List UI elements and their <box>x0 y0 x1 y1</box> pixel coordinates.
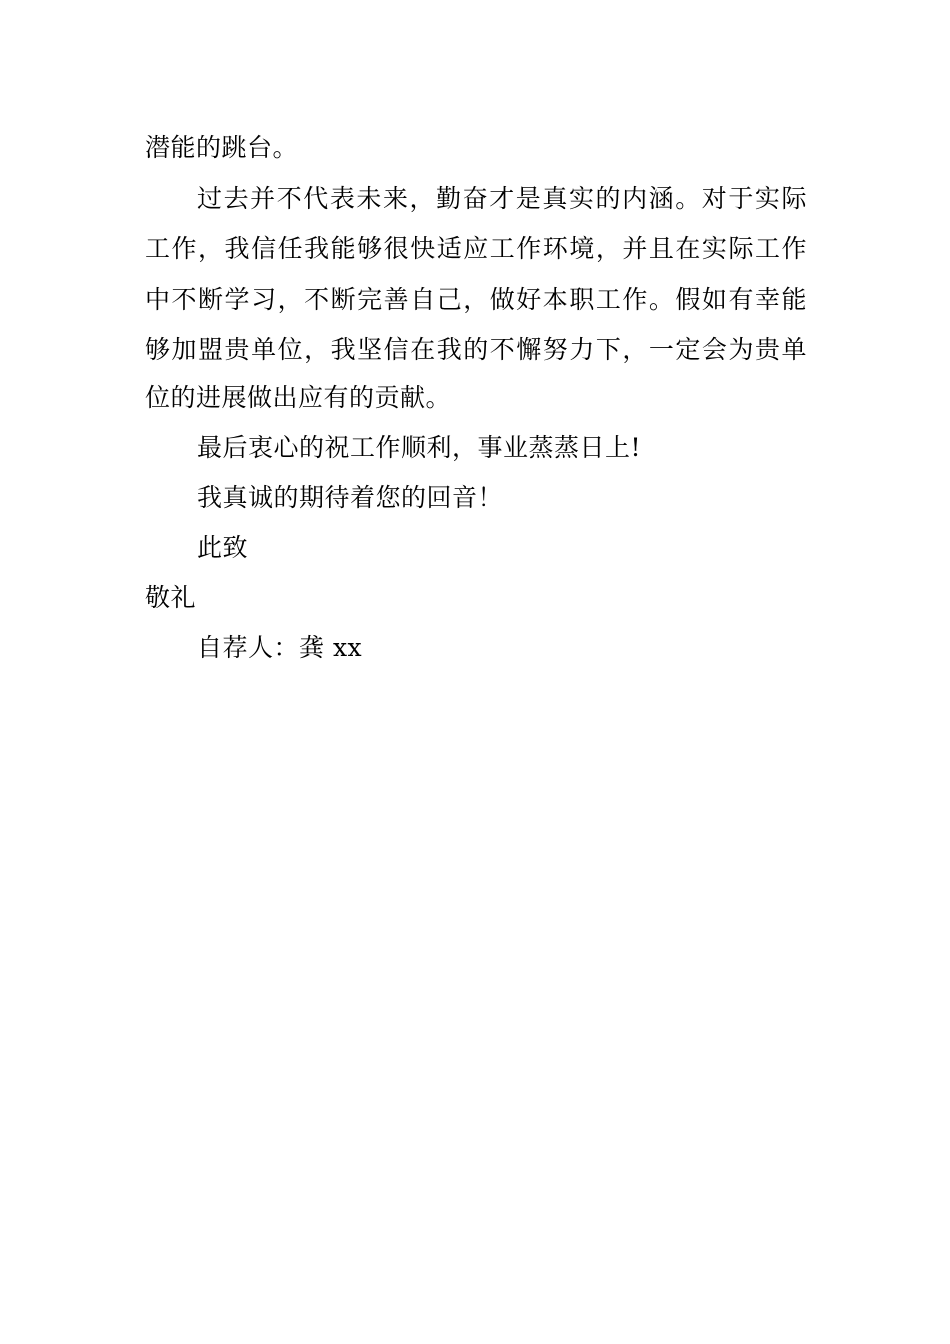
wish-line: 最后衷心的祝工作顺利，事业蒸蒸日上! <box>197 433 642 462</box>
paragraph-line: 中不断学习，不断完善自己，做好本职工作。假如有幸能 <box>145 285 807 314</box>
closing-regards: 敬礼 <box>145 583 197 612</box>
expect-line: 我真诚的期待着您的回音！ <box>197 483 504 512</box>
paragraph-line: 工作，我信任我能够很快适应工作环境，并且在实际工作 <box>145 234 807 263</box>
paragraph-line: 过去并不代表未来，勤奋才是真实的内涵。对于实际 <box>197 184 807 213</box>
signature: 自荐人：龚 xx <box>197 633 363 662</box>
closing-salutation: 此致 <box>197 533 249 562</box>
paragraph-line: 位的进展做出应有的贡献。 <box>145 383 452 412</box>
paragraph-line: 潜能的跳台。 <box>145 133 299 162</box>
paragraph-line: 够加盟贵单位，我坚信在我的不懈努力下，一定会为贵单 <box>145 335 807 364</box>
